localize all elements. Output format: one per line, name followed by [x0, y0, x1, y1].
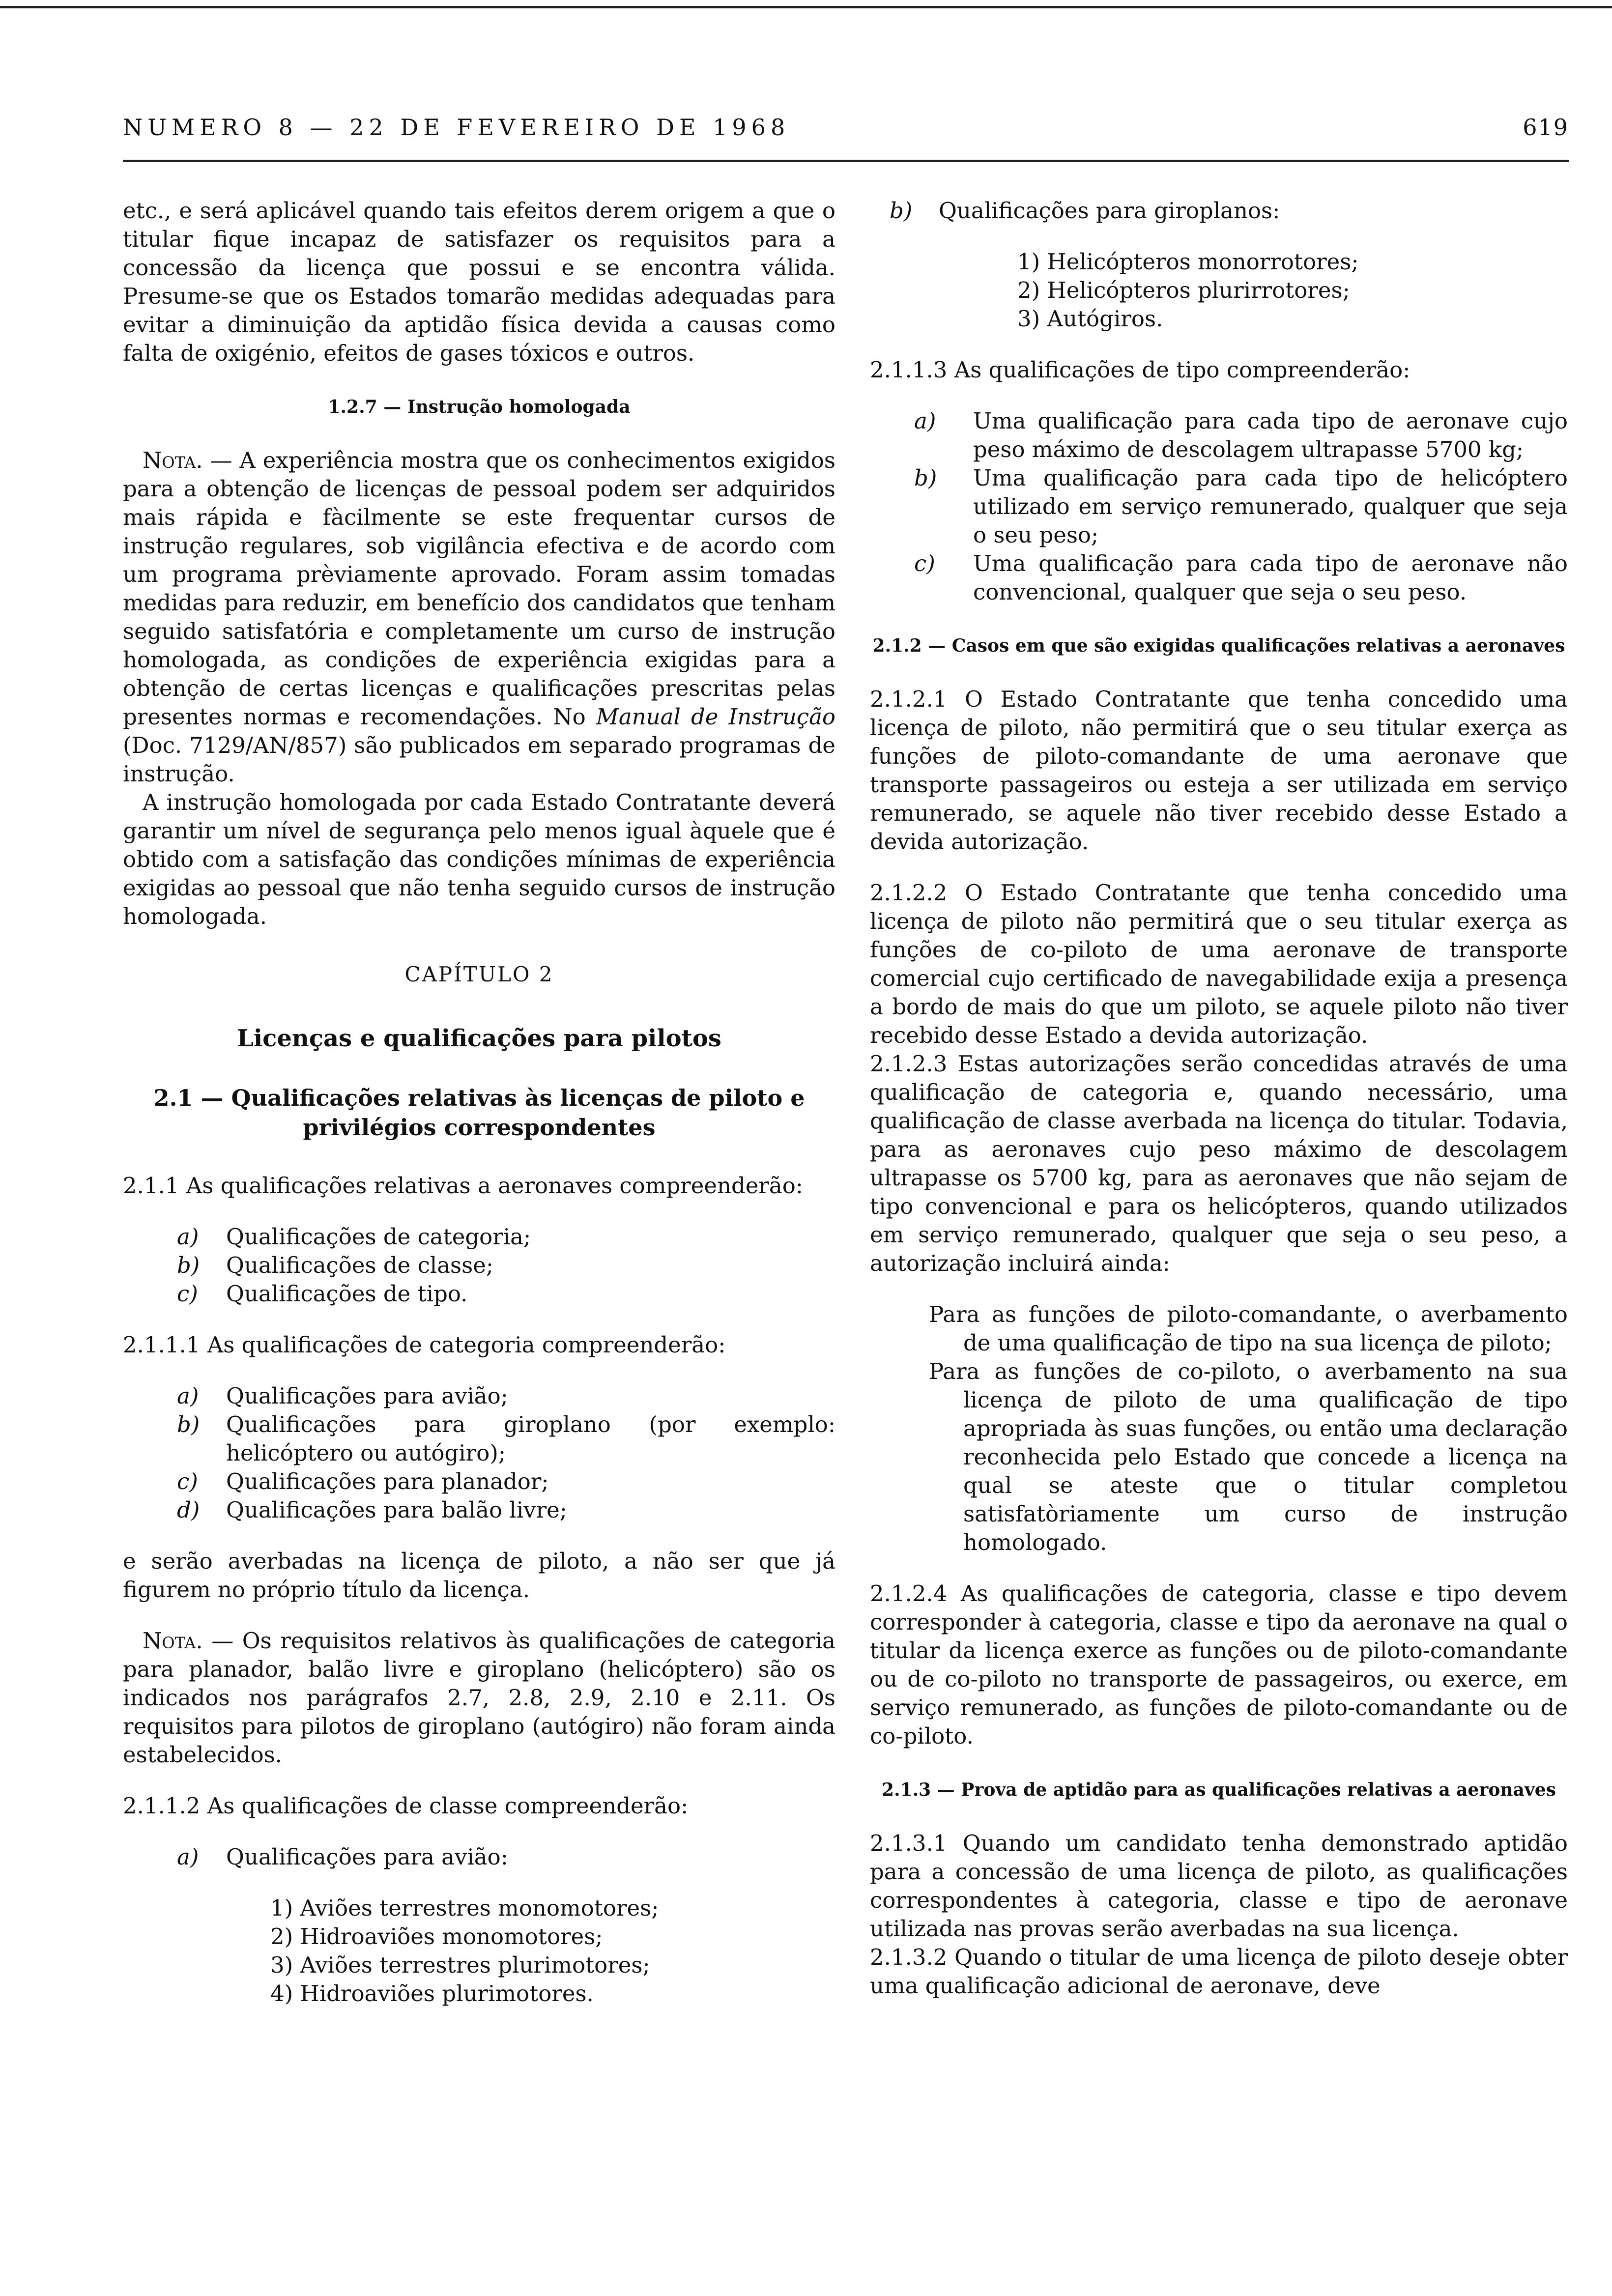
list-item: Para as funções de piloto-comandante, o averbamento de uma qualificação de tipo na sua licença de piloto;	[929, 1301, 1568, 1356]
list-giroplanos	[1017, 248, 1568, 333]
note-manual-title: Manual de Instrução	[596, 704, 835, 730]
list-item: a) Qualificações para avião:	[177, 1844, 508, 1870]
paragraph-instruction: A instrução homologada por cada Estado Contratante deverá garantir um nível de segurança pelo menos igual àquele que é obtido com a satisfação das condições mínimas de experiência exigidas ao pessoal que não tenha seguido cursos de instrução homologada.	[123, 789, 835, 929]
paragraph-2-1-1: 2.1.1 As qualificações relativas a aeronaves compreenderão:	[123, 1173, 803, 1199]
header-rule	[123, 160, 1569, 162]
paragraph-2-1-1-3: 2.1.1.3 As qualificações de tipo compreenderão:	[870, 357, 1410, 383]
note-text: — Os requisitos relativos às qualificações de categoria para planador, balão livre e giroplano (helicóptero) são os indicados nos parágrafos 2.7, 2.8, 2.9, 2.10 e 2.11. Os requisitos para pilotos de giroplano (autógiro) não foram ainda estabelecidos.	[123, 1628, 835, 1768]
list-giroplanos-head	[890, 197, 1568, 225]
list-item: c) Qualificações para planador;	[177, 1468, 549, 1494]
heading-1-2-7: 1.2.7 — Instrução homologada	[328, 397, 631, 417]
paragraph-2-1-2-4: 2.1.2.4 As qualificações de categoria, classe e tipo devem corresponder à categoria, classe e tipo da aeronave na qual o titular da licença exerce as funções ou de piloto-comandante ou de co-piloto no transporte de passageiros, ou exerce, em serviço remunerado, as funções de piloto-comandante ou de co-piloto.	[870, 1580, 1568, 1749]
list-2-1-1-3	[914, 407, 1568, 606]
paragraph-averbadas: e serão averbadas na licença de piloto, a não ser que já figurem no próprio título da licença.	[123, 1548, 835, 1603]
header-title: NUMERO 8 — 22 DE FEVEREIRO DE 1968	[123, 114, 790, 141]
note-label: Nota.	[143, 447, 203, 473]
list-item: b) Uma qualificação para cada tipo de helicóptero utilizado em serviço remunerado, qualquer que seja o seu peso;	[914, 465, 1568, 548]
left-column	[123, 197, 835, 2031]
list-item: c) Uma qualificação para cada tipo de aeronave não convencional, qualquer que seja o seu peso.	[914, 550, 1568, 605]
page-header	[123, 114, 1569, 144]
heading-2-1-3: 2.1.3 — Prova de aptidão para as qualificações relativas a aeronaves	[882, 1779, 1556, 1800]
list-item: d) Qualificações para balão livre;	[177, 1497, 567, 1523]
right-column	[870, 197, 1568, 2023]
chapter-label: CAPÍTULO 2	[404, 962, 554, 986]
note-experience	[123, 446, 835, 788]
heading-2-1: 2.1 — Qualificações relativas às licenças de piloto e privilégios correspondentes	[153, 1085, 805, 1141]
list-item: 3) Aviões terrestres plurimotores;	[270, 1952, 650, 1978]
list-item: c) Qualificações de tipo.	[177, 1281, 468, 1307]
list-avioes	[270, 1894, 835, 2008]
paragraph-2-1-2-3: 2.1.2.3 Estas autorizações serão concedidas através de uma qualificação de categoria e, quando necessário, uma qualificação de classe averbada na licença do titular. Todavia, para as aeronaves cujo peso máximo de descolagem ultrapasse os 5700 kg, para as aeronaves que não sejam de tipo convencional e para os helicópteros, quando utilizados em serviço remunerado, qualquer que seja o seu peso, a autorização incluirá ainda:	[870, 1051, 1568, 1276]
list-2-1-1-1	[177, 1382, 835, 1524]
list-item: b) Qualificações para giroplanos:	[890, 198, 1280, 224]
paragraph-2-1-2-2: 2.1.2.2 O Estado Contratante que tenha concedido uma licença de piloto não permitirá que o seu titular exerça as funções de co-piloto de uma aeronave de transporte comercial cujo certificado de navegabilidade exija a presença a bordo de mais do que um piloto, se aquele piloto não tiver recebido desse Estado a devida autorização.	[870, 880, 1568, 1048]
list-item: 1) Helicópteros monorrotores;	[1017, 249, 1359, 275]
list-item: 2) Hidroaviões monomotores;	[270, 1923, 603, 1950]
list-item: Para as funções de co-piloto, o averbamento na sua licença de piloto de uma qualificação de tipo apropriada às suas funções, ou então uma declaração reconhecida pelo Estado que concede a licença na qual se ateste que o titular completou satisfatòriamente um curso de instrução homologado.	[929, 1358, 1568, 1555]
note-label: Nota.	[143, 1628, 203, 1654]
paragraph-2-1-1-2: 2.1.1.2 As qualificações de classe compreenderão:	[123, 1793, 689, 1819]
note-text-b: (Doc. 7129/AN/857) são publicados em separado programas de instrução.	[123, 732, 835, 787]
note-text-a: — A experiência mostra que os conhecimentos exigidos para a obtenção de licenças de pessoal podem ser adquiridos mais rápida e fàcilmente se este frequentar cursos de instrução regulares, sob vigilância efectiva e de acordo com um programa prèviamente aprovado. Foram assim tomadas medidas para reduzir, em benefício dos candidatos que tenham seguido satisfatória e completamente um curso de instrução homologada, as condições de experiência exigidas para a obtenção de certas licenças e qualificações prescritas pelas presentes normas e recomendações. No	[123, 447, 835, 730]
note-requirements	[123, 1627, 835, 1769]
list-item: 2) Helicópteros plurirrotores;	[1017, 277, 1350, 303]
top-border	[0, 6, 1612, 8]
list-2-1-2-3	[929, 1300, 1568, 1557]
list-2-1-1	[177, 1223, 835, 1308]
list-item: b) Qualificações para giroplano (por exemplo: helicóptero ou autógiro);	[177, 1411, 835, 1466]
paragraph-continuation: etc., e será aplicável quando tais efeitos derem origem a que o titular fique incapaz de satisfazer os requisitos para a concessão da licença que possui e se encontra válida. Presume-se que os Estados tomarão medidas adequadas para evitar a diminuição da aptidão física devida a causas como falta de oxigénio, efeitos de gases tóxicos e outros.	[123, 198, 835, 366]
paragraph-2-1-3-1: 2.1.3.1 Quando um candidato tenha demonstrado aptidão para a concessão de uma licença de piloto, as qualificações correspondentes à categoria, classe e tipo de aeronave utilizada nas provas serão averbadas na sua licença.	[870, 1830, 1568, 1942]
paragraph-2-1-3-2: 2.1.3.2 Quando o titular de uma licença de piloto deseje obter uma qualificação adicional de aeronave, deve	[870, 1944, 1568, 1999]
list-item: 4) Hidroaviões plurimotores.	[270, 1980, 594, 2007]
page-number: 619	[1523, 114, 1569, 141]
list-item: a) Uma qualificação para cada tipo de aeronave cujo peso máximo de descolagem ultrapasse 5700 kg;	[914, 408, 1568, 462]
list-item: a) Qualificações de categoria;	[177, 1224, 531, 1250]
list-item: a) Qualificações para avião;	[177, 1383, 508, 1409]
list-classe	[177, 1843, 835, 1871]
list-item: 3) Autógiros.	[1017, 306, 1163, 332]
paragraph-2-1-2-1: 2.1.2.1 O Estado Contratante que tenha concedido uma licença de piloto, não permitirá que o seu titular exerça as funções de piloto-comandante de uma aeronave que transporte passageiros ou esteja a ser utilizada em serviço remunerado, se aquele não tiver recebido desse Estado a devida autorização.	[870, 686, 1568, 855]
heading-2-1-2: 2.1.2 — Casos em que são exigidas qualificações relativas a aeronaves	[872, 635, 1565, 656]
paragraph-2-1-1-1: 2.1.1.1 As qualificações de categoria compreenderão:	[123, 1332, 726, 1358]
list-item: 1) Aviões terrestres monomotores;	[270, 1895, 659, 1921]
list-item: b) Qualificações de classe;	[177, 1252, 493, 1278]
chapter-title: Licenças e qualificações para pilotos	[237, 1025, 721, 1052]
